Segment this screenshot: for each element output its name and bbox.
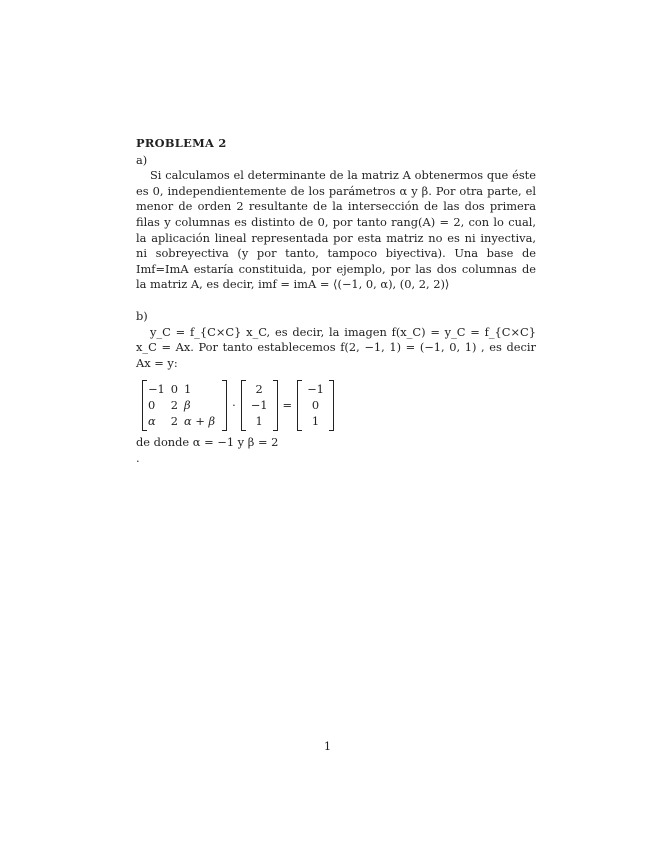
matrix-a-cell: α + β [184,413,216,428]
dot-operator: · [232,397,236,412]
matrix-a-cell: α [148,413,156,428]
matrix-a [142,380,227,431]
vector-y-cell: −1 [307,382,324,397]
vector-x [241,380,278,431]
conclusion-text: de donde α = −1 y β = 2 [136,435,279,450]
matrix-a-cell: 1 [184,382,192,397]
matrix-a-cell: 0 [148,397,156,412]
vector-y-cell: 1 [311,413,320,428]
vector-y [297,380,334,431]
vector-x-cell: −1 [250,397,268,412]
vector-x-cell: 2 [255,382,263,397]
matrix-a-cell: −1 [148,382,165,397]
part-b-label: b) [136,308,148,323]
vector-x-cell: 1 [255,413,263,428]
trailing-dot: . [136,450,140,465]
matrix-a-cell: 2 [170,397,179,412]
matrix-a-cell: 0 [170,382,179,397]
document-body [136,136,536,466]
page-number: 1 [323,739,332,753]
part-a-paragraph: Si calculamos el determinante de la matriz A obtenermos que éste es 0, independientemente de los parámetros α y β. Por otra parte, el menor de orden 2 resultante de la intersección de las dos primera filas y columnas es distinto de 0, por tanto rang(A) = 2, con lo cual, la aplicación lineal representada por esta matriz no es ni inyectiva, ni sobreyectiva (y por tanto, tampoco biyectiva). Una base de Imf=ImA estaría constituida, por ejemplo, por las dos columnas de la matriz A, es decir, imf = imA = ⟨(−1, 0, α), (0, 2, 2)⟩ [136,168,536,292]
part-b-paragraph: y_C = f_{C×C} x_C, es decir, la imagen f(x_C) = y_C = f_{C×C} x_C = Ax. Por tanto establecemos f(2, −1, 1) = (−1, 0, 1) , es decir Ax = y: [136,324,536,370]
matrix-a-cell: β [184,397,191,412]
matrix-equation [142,380,536,431]
matrix-a-cell: 2 [170,413,179,428]
equals-operator: = [282,397,293,412]
vector-y-cell: 0 [311,397,320,412]
problem-title: PROBLEMA 2 [136,136,227,150]
part-a-label: a) [136,152,148,167]
